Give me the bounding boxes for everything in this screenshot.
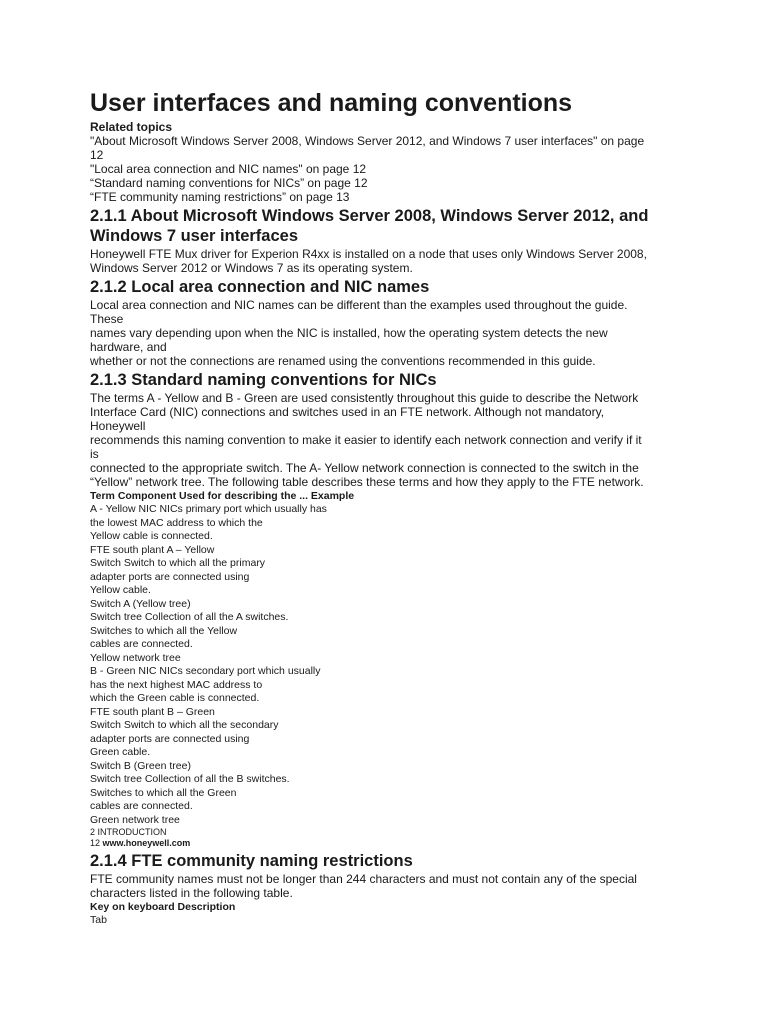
- section-2-1-2-body: [90, 298, 688, 368]
- related-topics-list: [90, 134, 688, 204]
- paragraph-line: These: [90, 312, 124, 326]
- paragraph-line: characters listed in the following table.: [90, 886, 293, 900]
- table-row-line: A - Yellow NIC NICs primary port which usually has: [90, 503, 327, 515]
- table-row-line: Switches to which all the Green: [90, 786, 237, 799]
- keyboard-table-body: [90, 914, 688, 928]
- table-row-line: adapter ports are connected using: [90, 732, 250, 745]
- table-row-line: adapter ports are connected using: [90, 570, 250, 583]
- table-row-line: FTE south plant A – Yellow: [90, 543, 215, 556]
- keyboard-table-header: Key on keyboard Description: [90, 901, 236, 913]
- section-heading-2-1-3: 2.1.3 Standard naming conventions for NICs: [90, 371, 437, 389]
- paragraph-line: recommends this naming convention to make it easier to identify each network connection and verify if it: [90, 433, 642, 447]
- footer-section-label: 2 INTRODUCTION: [90, 827, 167, 837]
- paragraph-line: Interface Card (NIC) connections and switches used in an FTE network. Although not mandatory,: [90, 405, 605, 419]
- paragraph-line: whether or not the connections are renamed using the conventions recommended in this guide.: [90, 354, 596, 368]
- table-row-line: Green network tree: [90, 813, 180, 826]
- table-row-line: Switches to which all the Yellow: [90, 624, 238, 637]
- section-heading-2-1-2: 2.1.2 Local area connection and NIC names: [90, 278, 430, 296]
- related-topic-link[interactable]: "Local area connection and NIC names" on page 12: [90, 162, 367, 176]
- table-row-line: Yellow network tree: [90, 651, 181, 664]
- paragraph-line: Honeywell: [90, 419, 146, 433]
- table-row-line: B - Green NIC NICs secondary port which usually: [90, 665, 321, 677]
- section-heading-2-1-4: 2.1.4 FTE community naming restrictions: [90, 852, 413, 870]
- section-2-1-1-body: [90, 247, 688, 275]
- footer-page-number: 12: [90, 838, 101, 848]
- page-title: User interfaces and naming conventions: [90, 89, 573, 117]
- footer-url-link[interactable]: www.honeywell.com: [102, 838, 191, 848]
- table-row-line: Yellow cable is connected.: [90, 530, 213, 542]
- related-topic-link[interactable]: “Standard naming conventions for NICs” on page 12: [90, 176, 368, 190]
- table-row-line: which the Green cable is connected.: [90, 692, 260, 704]
- table-row-line: has the next highest MAC address to: [90, 678, 263, 691]
- naming-table-header: Term Component Used for describing the ... Example: [90, 490, 355, 502]
- table-row-line: cables are connected.: [90, 638, 193, 650]
- paragraph-line: connected to the appropriate switch. The A- Yellow network connection is connected to the switch in the: [90, 461, 639, 475]
- section-heading-2-1-1: 2.1.1 About Microsoft Windows Server 2008, Windows Server 2012, and Windows 7 user interfaces: [90, 207, 649, 245]
- table-row-line: Switch Switch to which all the primary: [90, 557, 266, 569]
- paragraph-line: The terms A - Yellow and B - Green are used consistently throughout this guide to describe the Network: [90, 391, 639, 405]
- table-row-line: the lowest MAC address to which the: [90, 516, 263, 529]
- table-row-line: Switch B (Green tree): [90, 759, 191, 772]
- related-topics-label: Related topics: [90, 120, 173, 134]
- table-row-line: FTE south plant B – Green: [90, 705, 215, 718]
- related-topic-link[interactable]: "About Microsoft Windows Server 2008, Windows Server 2012, and Windows 7 user interfaces" on page: [90, 134, 645, 148]
- paragraph-line: “Yellow” network tree. The following table describes these terms and how they apply to the FTE network.: [90, 475, 644, 489]
- paragraph-line: Windows Server 2012 or Windows 7 as its operating system.: [90, 261, 413, 275]
- table-row-line: cables are connected.: [90, 800, 193, 812]
- section-2-1-3-body: [90, 391, 688, 489]
- paragraph-line: FTE community names must not be longer than 244 characters and must not contain any of the special: [90, 872, 637, 886]
- table-row-line: Switch Switch to which all the secondary: [90, 719, 279, 731]
- paragraph-line: Honeywell FTE Mux driver for Experion R4xx is installed on a node that uses only Windows Server 2008,: [90, 247, 647, 261]
- table-row-line: Yellow cable.: [90, 584, 151, 596]
- section-2-1-4-body: [90, 872, 688, 900]
- table-row-line: Switch tree Collection of all the A switches.: [90, 611, 289, 623]
- paragraph-line: names vary depending upon when the NIC is installed, how the operating system detects the new: [90, 326, 608, 340]
- table-row-line: Tab: [90, 914, 107, 926]
- footer-page-line: [90, 838, 688, 849]
- table-row-line: Switch tree Collection of all the B switches.: [90, 773, 290, 785]
- related-topic-link[interactable]: “FTE community naming restrictions” on page 13: [90, 190, 350, 204]
- paragraph-line: Local area connection and NIC names can be different than the examples used throughout the guide.: [90, 298, 628, 312]
- naming-table-body: [90, 503, 688, 827]
- table-row-line: Switch A (Yellow tree): [90, 597, 191, 610]
- related-topic-link-continued[interactable]: 12: [90, 148, 104, 162]
- table-row-line: Green cable.: [90, 746, 151, 758]
- page-footer: [90, 827, 688, 849]
- paragraph-line: is: [90, 447, 99, 461]
- paragraph-line: hardware, and: [90, 340, 167, 354]
